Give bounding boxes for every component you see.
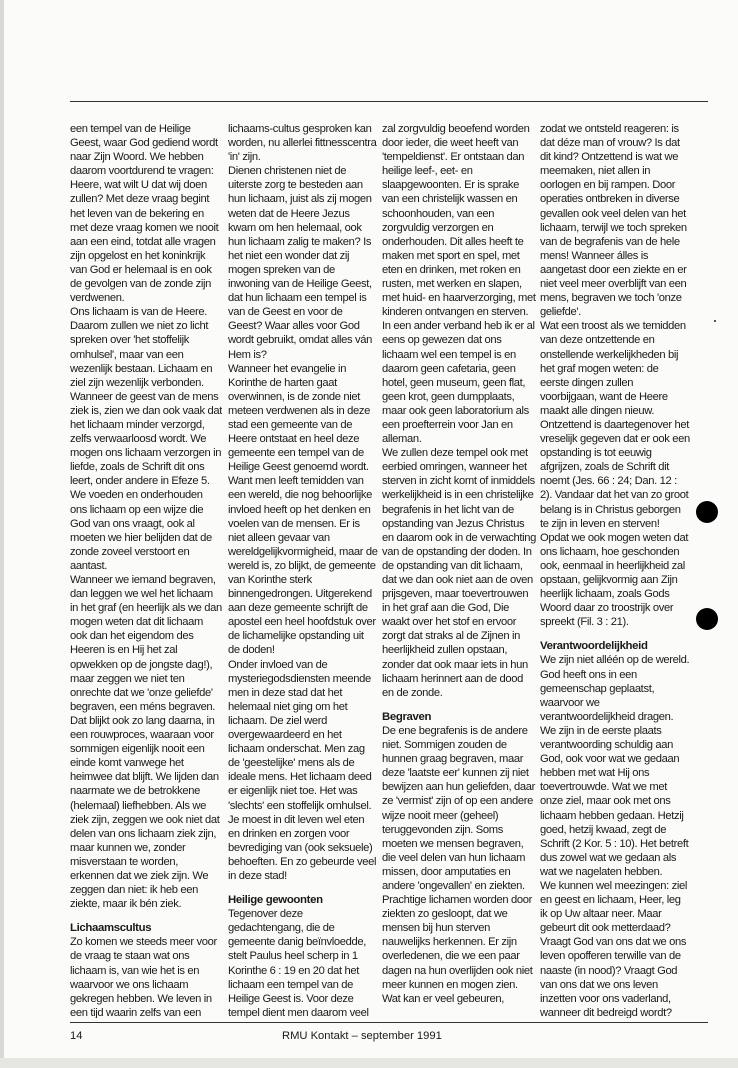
scan-edge xyxy=(0,1058,738,1068)
paragraph: We kunnen wel meezingen: ziel en geest en lichaam, Heer, leg ik op Uw altaar neer. Maar gebeurt dit ook metterdaad? Vraagt God van ons dat we ons leven opofferen terwille van de naaste (in nood)? Vraagt God van ons dat we ons leven inzetten voor ons vaderland, wanneer dit bedreigd wordt? xyxy=(540,879,687,1018)
paragraph: In een ander verband heb ik er al eens op gewezen dat ons lichaam wel een tempel is en daarom geen cafetaria, geen hotel, geen museum, geen flat, geen krot, geen dumpplaats, maar ook geen laboratorium als een proefterrein voor Jan en alleman. xyxy=(382,320,535,446)
paragraph: zodat we ontsteld reageren: is dat déze man of vrouw? Is dat dit kind? Ontzettend is wat we meemaken, niet allen in oorlogen en bij rampen. Door operaties ontbreken in diverse gevallen ook veel delen van het lichaam, terwijl we toch spreken van de begrafenis van de hele mens! Wanneer álles is aangetast door een ziekte en er niet veel meer overblijft van een mens, begraven we toch 'onze geliefde'. xyxy=(540,123,687,319)
paragraph: Tegenover deze gedachtengang, die de gemeente danig beïnvloedde, stelt Paulus heel scherp in 1 Korinthe 6 : 19 en 20 dat het lichaam een tempel van de Heilige Geest is. Voor deze tempel dient men daarom veel xyxy=(228,908,369,1018)
scan-edge xyxy=(0,0,4,1068)
paragraph: Zo komen we steeds meer voor de vraag te staan wat ons lichaam is, van wie het is en waarvoor we ons lichaam gekregen hebben. We leven in een tijd waarin zelfs van een xyxy=(70,936,217,1018)
page-number: 14 xyxy=(70,1030,83,1042)
text-column-3 xyxy=(382,122,536,1018)
footer-caption: RMU Kontakt – september 1991 xyxy=(282,1030,442,1042)
punch-hole xyxy=(696,608,718,630)
bottom-rule xyxy=(70,1022,708,1023)
section-heading-begraven: Begraven xyxy=(382,710,432,723)
paragraph: Wanneer het evangelie in Korinthe de harten gaat overwinnen, is de zonde niet meteen verdwenen als in deze stad een gemeente van de Heere ontstaat en heel deze gemeente een tempel van de Heilige Geest genoemd wordt. Want men leeft temidden van een wereld, die nog behoorlijke invloed heeft op het denken en voelen van de mensen. Er is niet alleen gevaar van wereldgelijkvormigheid, maar de wereld is, zo blijkt, de gemeente van Korinthe sterk binnengedrongen. Uitgerekend aan deze gemeente schrijft de apostel een heel hoofdstuk over de lichamelijke opstanding uit de doden! xyxy=(228,362,378,657)
punch-hole xyxy=(696,501,718,523)
section-heading-lichaamscultus: Lichaamscultus xyxy=(70,922,152,935)
paragraph: Dienen christenen niet de uiterste zorg te besteden aan hun lichaam, juist als zij mogen weten dat de Heere Jezus kwam om hen helemaal, ook hun lichaam zalig te maken? Is het niet een wonder dat zij mogen spreken van de inwoning van de Heilige Geest, dat hun lichaam een tempel is van de Geest en voor de Geest? Waar alles voor God wordt gebruikt, omdat alles ván Hem is? xyxy=(228,165,372,361)
top-rule xyxy=(70,101,708,102)
paragraph: Onder invloed van de mysteriegodsdiensten meende men in deze stad dat het helemaal niet ging om het lichaam. De ziel werd overgewaardeerd en het lichaam onderschat. Men zag de 'geestelijke' mens als de ideale mens. Het lichaam deed er eigenlijk niet toe. Het was 'slechts' een stoffelijk omhulsel. Je moest in dit leven wel eten en drinken en zorgen voor bevrediging van (ook seksuele) behoeften. En zo gebeurde veel in deze stad! xyxy=(228,658,377,882)
scan-speck xyxy=(714,320,716,322)
paragraph: lichaams-cultus gesproken kan worden, nu allerlei fittnesscentra 'in' zijn. xyxy=(228,123,377,164)
paragraph: een tempel van de Heilige Geest, waar God gediend wordt naar Zijn Woord. We hebben daarom voortdurend te vragen: Heere, wat wilt U dat wij doen zullen? Met deze vraag begint het leven van de bekering en met deze vraag komen we nooit aan een eind, totdat alle vragen zijn opgelost en het koninkrijk van God er helemaal is en ook de gevolgen van de zonde zijn verdwenen. xyxy=(70,123,219,305)
paragraph: Ons lichaam is van de Heere. Daarom zullen we niet zo licht spreken over 'het stoffelijk omhulsel', maar van een wezenlijk bestaan. Lichaam en ziel zijn wezenlijk verbonden. Wanneer de geest van de mens ziek is, zien we dan ook vaak dat het lichaam minder verzorgd, zelfs verwaarloosd wordt. We mogen ons lichaam verzorgen in liefde, zoals de Schrift dit ons leert, onder andere in Efeze 5. We voeden en onderhouden ons lichaam op een wijze die God van ons vraagt, ook al moeten we hier belijden dat de zonde zoveel verstoort en aantast. xyxy=(70,306,222,572)
text-column-4 xyxy=(540,122,690,1018)
section-heading-verantwoordelijkheid: Verantwoordelijkheid xyxy=(540,640,648,653)
paragraph: We zullen deze tempel ook met eerbied omringen, wanneer het sterven in zicht komt of inmiddels werkelijkheid is in een christelijke begrafenis in het licht van de opstanding van Jezus Christus en daarom ook in de verwachting van de opstanding der doden. In de opstanding van dit lichaam, dat we dan ook niet aan de oven prijsgeven, maar toevertrouwen in het graf aan die God, Die waakt over het stof en ervoor zorgt dat straks al de Zijnen in heerlijkheid zullen opstaan, zonder dat ook maar iets in hun lichaam herinnert aan de dood en de zonde. xyxy=(382,447,536,699)
section-heading-heilige-gewoonten: Heilige gewoonten xyxy=(228,894,323,907)
paragraph: We zijn niet alléén op de wereld. God heeft ons in een gemeenschap geplaatst, waarvoor we verantwoordelijkheid dragen. We zijn in de eerste plaats verantwoording schuldig aan God, ook voor wat we gedaan hebben met wat Hij ons toevertrouwde. Wat we met onze ziel, maar ook met ons lichaam hebben gedaan. Hetzij goed, hetzij kwaad, zegt de Schrift (2 Kor. 5 : 10). Het betreft dus zowel wat we gedaan als wat we nagelaten hebben. xyxy=(540,654,690,878)
text-column-2 xyxy=(228,122,378,1018)
paragraph: Wanneer we iemand begraven, dan leggen we wel het lichaam in het graf (en heerlijk als we dan mogen weten dat dit lichaam ook dan het eigendom des Heeren is en Hij het zal opwekken op de jongste dag!), maar zeggen we niet ten onrechte dat we 'onze geliefde' begraven, een méns begraven. Dat blijkt ook zo lang daarna, in een rouwproces, waaraan voor sommigen eigenlijk nooit een einde komt vanwege het heimwee dat blijft. We lijden dan naarmate we de betrokkene (helemaal) liefhebben. Als we ziek zijn, zeggen we ook niet dat delen van ons lichaam ziek zijn, maar kunnen we, zonder misverstaan te worden, erkennen dat we ziek zijn. We zeggen dan niet: ik heb een ziekte, maar ik bén ziek. xyxy=(70,574,222,911)
paragraph: De ene begrafenis is de andere niet. Sommigen zouden de hunnen graag begraven, maar deze 'laatste eer' kunnen zij niet bewijzen aan hun geliefden, daar ze 'vermist' zijn of op een andere wijze nooit meer (geheel) teruggevonden zijn. Soms moeten we mensen begraven, die veel delen van hun lichaam missen, door amputaties en andere 'ongevallen' en ziekten. Prachtige lichamen worden door ziekten zo gesloopt, dat we mensen bij hun sterven nauwelijks herkennen. Er zijn overledenen, die we een paar dagen na hun overlijden ook niet meer kunnen en mogen zien. Wat kan er veel gebeuren, xyxy=(382,724,536,1005)
paragraph: Wat een troost als we temidden van deze ontzettende en onstellende werkelijkheden bij het graf mogen weten: de eerste dingen zullen voorbijgaan, want de Heere maakt alle dingen nieuw. Ontzettend is daartegenover het vreselijk gegeven dat er ook een opstanding is tot eeuwig afgrijzen, zoals de Schrift dit noemt (Jes. 66 : 24; Dan. 12 : 2). Vandaar dat het van zo groot belang is in Christus geborgen te zijn in leven en sterven! Opdat we ook mogen weten dat ons lichaam, hoe geschonden ook, eenmaal in heerlijkheid zal opstaan, gelijkvormig aan Zijn heerlijk lichaam, zoals Gods Woord daar zo troostrijk over spreekt (Fil. 3 : 21). xyxy=(540,320,690,629)
text-column-1 xyxy=(70,122,222,1018)
paragraph: zal zorgvuldig beoefend worden door ieder, die weet heeft van 'tempeldienst'. Er ontstaan dan heilige leef-, eet- en slaapgewoonten. Er is sprake van een christelijk wassen en schoonhouden, van een zorgvuldig verzorgen en onderhouden. Dit alles heeft te maken met sport en spel, met eten en drinken, met roken en rusten, met werken en slapen, met huid- en haarverzorging, met kinderen ontvangen en sterven. xyxy=(382,123,536,319)
